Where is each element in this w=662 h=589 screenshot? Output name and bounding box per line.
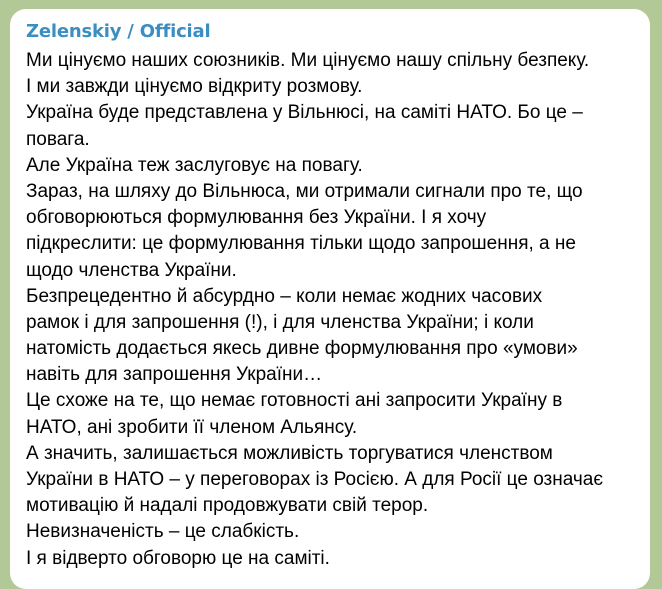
message-line: щодо членства України. [26, 259, 237, 281]
message-line: повага. [26, 128, 90, 150]
message-line: Безпрецедентно й абсурдно – коли немає жодних часових [26, 285, 543, 307]
message-line: Україна буде представлена у Вільнюсі, на саміті НАТО. Бо це – [26, 102, 583, 124]
message-line: підкреслити: це формулювання тільки щодо запрошення, а не [26, 233, 576, 255]
message-sender-name[interactable]: Zelenskiy / Official [26, 21, 211, 42]
message-line: натомість додається якесь дивне формулювання про «умови» [26, 338, 578, 360]
message-bubble [10, 9, 650, 589]
message-line: навіть для запрошення України… [26, 364, 323, 386]
message-line: рамок і для запрошення (!), і для членства України; і коли [26, 311, 534, 333]
message-line: І ми завжди цінуємо відкриту розмову. [26, 76, 363, 98]
message-line: Зараз, на шляху до Вільнюса, ми отримали сигнали про те, що [26, 180, 583, 202]
message-line: НАТО, ані зробити її членом Альянсу. [26, 416, 358, 438]
message-text [26, 48, 632, 572]
message-line: А значить, залишається можливість торгуватися членством [26, 442, 553, 464]
message-line: І я відверто обговорю це на саміті. [26, 547, 330, 569]
message-line: обговорюються формулювання без України. І я хочу [26, 207, 487, 229]
message-line: Це схоже на те, що немає готовності ані запросити Україну в [26, 390, 563, 412]
message-line: Ми цінуємо наших союзників. Ми цінуємо нашу спільну безпеку. [26, 50, 590, 71]
message-line: Але Україна теж заслуговує на повагу. [26, 154, 363, 176]
message-line: Невизначеність – це слабкість. [26, 521, 300, 543]
message-line: України в НАТО – у переговорах із Росією. А для Росії це означає [26, 469, 604, 490]
message-line: мотивацію й надалі продовжувати свій терор. [26, 495, 429, 517]
